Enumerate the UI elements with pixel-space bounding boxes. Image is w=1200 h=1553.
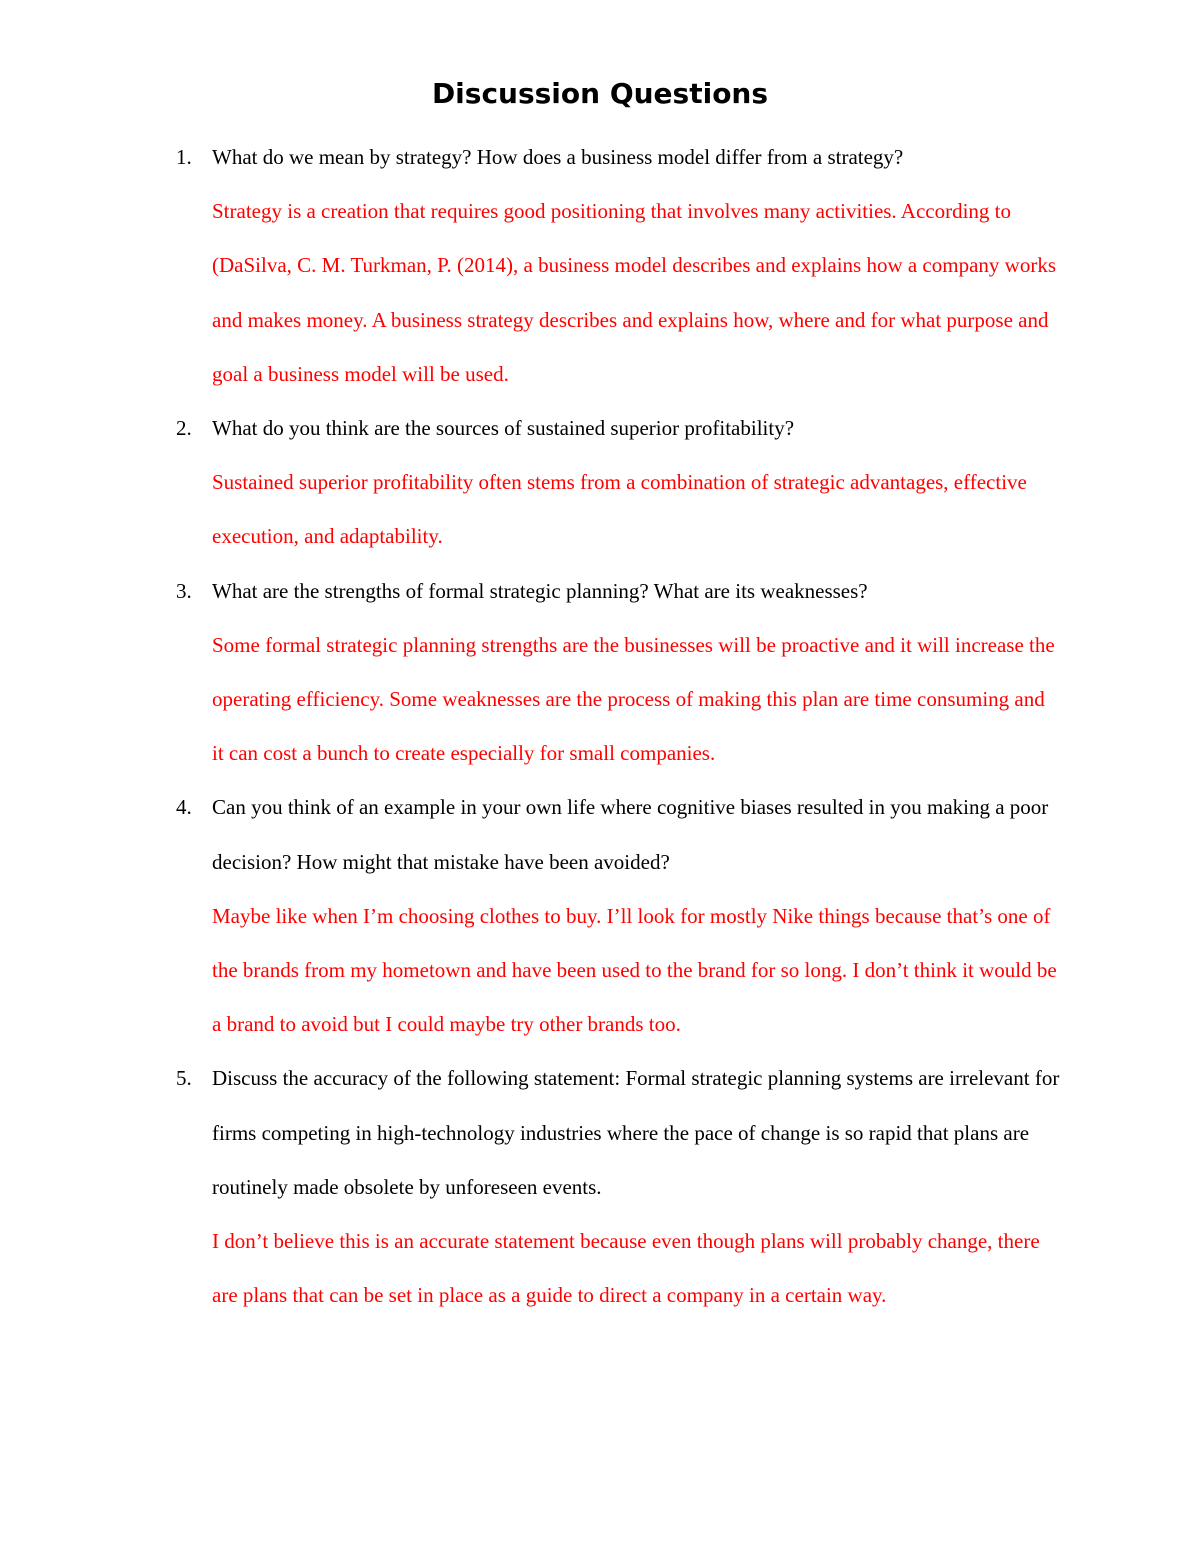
question-number: 3. — [176, 578, 192, 603]
question-item-5 — [0, 1051, 1200, 1322]
question-number: 4. — [176, 795, 192, 820]
answer-text: Some formal strategic planning strengths are the businesses will be proactive and it will increase the operating efficiency. Some weaknesses are the process of making this plan are time consuming and it can cost a bunch to create especially for small companies. — [212, 632, 1055, 766]
question-text: What do we mean by strategy? How does a business model differ from a strategy? — [212, 145, 904, 169]
question-text: What are the strengths of formal strategic planning? What are its weaknesses? — [212, 578, 868, 603]
question-item-4 — [0, 780, 1200, 1051]
answer-text: Sustained superior profitability often stems from a combination of strategic advantages, effective execution, and adaptability. — [212, 470, 1027, 549]
question-item-1 — [0, 130, 1200, 401]
question-number: 2. — [176, 416, 192, 441]
page-title: Discussion Questions — [431, 77, 769, 110]
question-number: 1. — [176, 145, 192, 169]
question-item-3 — [0, 564, 1200, 781]
answer-text: Maybe like when I’m choosing clothes to buy. I’ll look for mostly Nike things because that’s one of the brands from my hometown and have been used to the brand for so long. I don’t think it would be a brand to avoid but I could maybe try other brands too. — [212, 903, 1057, 1037]
answer-text: Strategy is a creation that requires good positioning that involves many activities. According to (DaSilva, C. M. Turkman, P. (2014), a business model describes and explains how a company works and makes money. A business strategy describes and explains how, where and for what purpose and goal a business model will be used. — [212, 199, 1056, 386]
answer-text: I don’t believe this is an accurate statement because even though plans will probably change, there are plans that can be set in place as a guide to direct a company in a certain way. — [212, 1229, 1040, 1308]
question-item-2 — [0, 401, 1200, 564]
question-number: 5. — [176, 1066, 192, 1091]
question-text: What do you think are the sources of sustained superior profitability? — [212, 416, 795, 441]
question-text: Can you think of an example in your own life where cognitive biases resulted in you making a poor decision? How might that mistake have been avoided? — [212, 795, 1049, 874]
question-list — [0, 130, 1200, 1322]
question-text: Discuss the accuracy of the following statement: Formal strategic planning systems are irrelevant for firms competing in high-technology industries where the pace of change is so rapid that plans are routinely made obsolete by unforeseen events. — [212, 1066, 1060, 1199]
